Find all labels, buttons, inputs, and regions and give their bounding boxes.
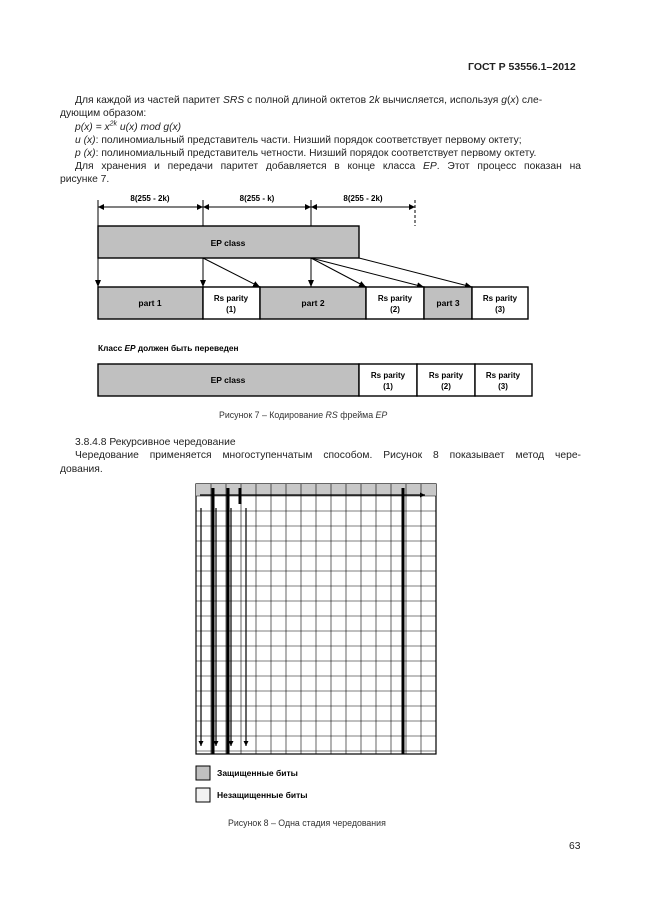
legend-protected-swatch xyxy=(196,766,210,780)
bottom-rs-parity-2-num: (2) xyxy=(441,382,451,391)
p2-text-b: . Этот процесс показан на xyxy=(436,161,581,172)
formula-px: p(x) = x xyxy=(75,122,110,133)
p2-text-a: Для хранения и передачи паритет добавляется в конце класса xyxy=(75,161,424,172)
def-p-var: p (x) xyxy=(75,148,96,159)
paragraph-1-line-2: дующим образом: xyxy=(60,108,147,119)
section-heading: 3.8.4.8 Рекурсивное чередование xyxy=(75,437,236,448)
figure-8-caption: Рисунок 8 – Одна стадия чередования xyxy=(228,818,386,828)
note-ep: EP xyxy=(124,343,136,353)
dim-label-3: 8(255 - 2k) xyxy=(343,194,383,203)
rs-parity-3-label: Rs parity xyxy=(482,294,518,303)
def-u-text: : полиномиальный представитель части. Низший порядок соответствует первому октету; xyxy=(95,135,522,146)
p2-ep: EP xyxy=(423,161,437,172)
bottom-rs-parity-3-num: (3) xyxy=(498,382,508,391)
rs-parity-1-num: (1) xyxy=(226,305,236,314)
p1-text-a: Для каждой из частей паритет xyxy=(75,95,223,106)
rs-parity-1-label: Rs parity xyxy=(213,294,249,303)
legend-unprotected-swatch xyxy=(196,788,210,802)
caption7-b: фрейма xyxy=(337,410,376,420)
p1-text-b: с полной длиной октетов 2 xyxy=(244,95,375,106)
paragraph-3-line-2: дования. xyxy=(60,464,103,475)
bottom-rs-parity-1-label: Rs parity xyxy=(370,371,406,380)
p1-x: x xyxy=(510,95,516,106)
bottom-rs-parity-1-num: (1) xyxy=(383,382,393,391)
standard-header: ГОСТ Р 53556.1–2012 xyxy=(468,61,576,73)
dim-label-1: 8(255 - 2k) xyxy=(130,194,170,203)
bottom-rs-parity-2-label: Rs parity xyxy=(428,371,464,380)
def-p-text: : полиномиальный представитель четности. Низший порядок соответствует первому октету. xyxy=(95,148,537,159)
caption7-ep: EP xyxy=(375,410,388,420)
part-2-label: part 2 xyxy=(301,298,325,308)
def-u-var: u (x) xyxy=(75,135,96,146)
note-b: должен быть переведен xyxy=(135,343,239,353)
rs-parity-3-num: (3) xyxy=(495,305,505,314)
p1-k: k xyxy=(374,95,380,106)
caption7-a: Рисунок 7 – Кодирование xyxy=(219,410,326,420)
legend-protected-label: Защищенные биты xyxy=(217,768,298,778)
formula-ux: u(x) mod g(x) xyxy=(117,122,182,133)
p1-srs: SRS xyxy=(222,95,245,106)
ep-class-label: EP class xyxy=(210,238,246,248)
rs-parity-2-num: (2) xyxy=(390,305,400,314)
rs-parity-2-label: Rs parity xyxy=(377,294,413,303)
bottom-rs-parity-3-label: Rs parity xyxy=(485,371,521,380)
dim-label-2: 8(255 - k) xyxy=(239,194,275,203)
note-a: Класс xyxy=(98,343,125,353)
formula-exp: 2k xyxy=(109,120,118,128)
p1-text-c: вычисляется, используя xyxy=(379,95,502,106)
p3-text: Чередование применяется многоступенчатым способом. Рисунок 8 показывает метод чере- xyxy=(75,450,581,461)
caption7-rs: RS xyxy=(325,410,338,420)
paragraph-2-line-2: рисунке 7. xyxy=(60,174,110,185)
bottom-ep-class-label: EP class xyxy=(210,375,246,385)
p1-g: g xyxy=(501,95,507,106)
p1-text-e: ) сле- xyxy=(515,95,543,106)
legend-unprotected-label: Незащищенные биты xyxy=(217,790,308,800)
p1-text-d: ( xyxy=(506,95,511,106)
part-3-label: part 3 xyxy=(436,298,460,308)
part-1-label: part 1 xyxy=(138,298,162,308)
page-number: 63 xyxy=(569,841,581,852)
